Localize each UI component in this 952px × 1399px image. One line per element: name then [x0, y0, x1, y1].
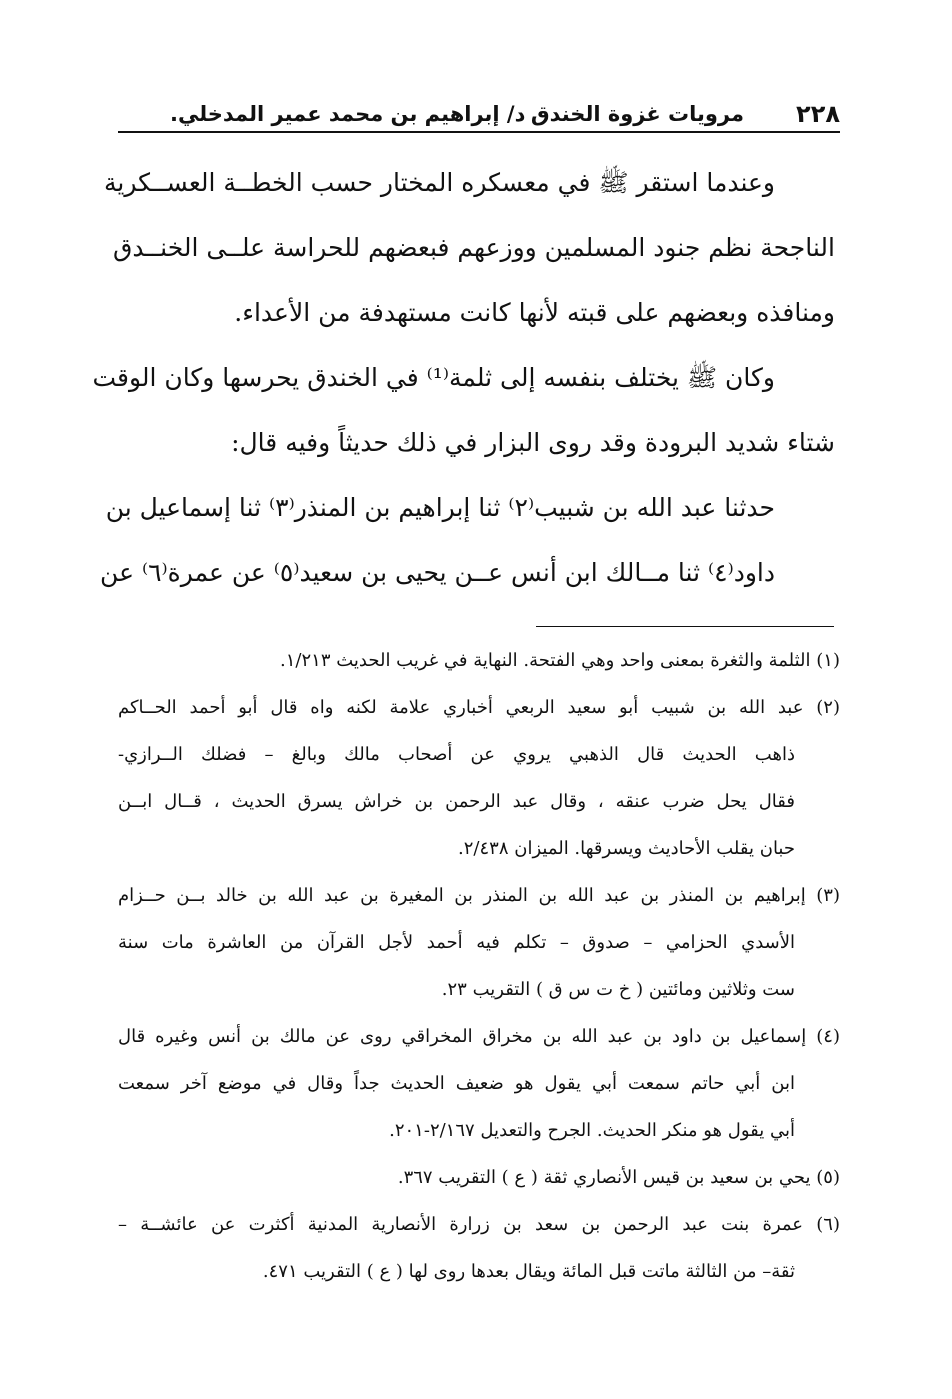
text-line: داود⁽٤⁾ ثنا مــالك ابن أنس عــن يحيى بن سعيد⁽٥⁾ عن عمرة⁽٦⁾ عن: [100, 558, 775, 587]
header-divider: [118, 131, 840, 133]
footnote-line: ست وثلاثين ومائتين ( خ ت س ق ) التقريب ٢٣.: [441, 979, 795, 1000]
footnote-line: فقال يحل ضرب عنقه ، وقال عبد الرحمن بن خراش يسرق الحديث ، قــال ابــن: [118, 791, 795, 812]
footnote-line: (٢) عبد الله بن شبيب أبو سعيد الربعي أخباري علامة لكنه واه قال أبو أحمد الحــاكم: [118, 697, 840, 718]
text-line: الناجحة نظم جنود المسلمين ووزعهم فبعضهم للحراسة علــى الخنــدق: [113, 233, 835, 262]
footnote-line: حبان يقلب الأحاديث ويسرقها. الميزان ٢/٤٣٨.: [458, 838, 795, 859]
page-number: ٢٢٨: [796, 100, 840, 128]
main-text: [92, 150, 835, 605]
footnote-line: ذاهب الحديث قال الذهبي يروي عن أصحاب مالك وبالغ – فضلك الــرازي-: [118, 744, 795, 765]
footnote-line: (٥) يحي بن سعيد بن قيس الأنصاري ثقة ( ع ) التقريب ٣٦٧.: [397, 1167, 840, 1188]
book-title: مرويات غزوة الخندق: [530, 102, 744, 126]
footnote-line: أبي يقول هو منكر الحديث. الجرح والتعديل ٢/١٦٧-٢٠١.: [389, 1120, 795, 1141]
running-header: [118, 96, 840, 132]
footnote-line: (٦) عمرة بنت عبد الرحمن بن سعد بن زرارة الأنصارية المدنية أكثرت عن عائشــة –: [118, 1214, 840, 1235]
footnote-line: (١) الثلمة والثغرة بمعنى واحد وهي الفتحة. النهاية في غريب الحديث ١/٢١٣.: [280, 650, 840, 671]
footnote-line: (٣) إبراهيم بن المنذر بن عبد الله بن المنذر بن المغيرة بن عبد الله بن خالد بــن حــزام: [118, 885, 840, 906]
author-name: د/ إبراهيم بن محمد عمير المدخلي.: [170, 102, 526, 126]
text-line: حدثنا عبد الله بن شبيب⁽٢⁾ ثنا إبراهيم بن المنذر⁽٣⁾ ثنا إسماعيل بن: [105, 493, 775, 522]
footnote-line: (٤) إسماعيل بن داود بن عبد الله بن مخراق المخراقي روى عن مالك بن أنس وغيره قال: [118, 1026, 840, 1047]
footnote-line: ثقة– من الثالثة ماتت قبل المائة ويقال بعدها روى لها ( ع ) التقريب ٤٧١.: [262, 1261, 795, 1282]
footnote-line: ابن أبي حاتم سمعت أبي يقول هو ضعيف الحديث جداً وقال في موضع آخر سمعت: [118, 1073, 795, 1094]
text-line: شتاء شديد البرودة وقد روى البزار في ذلك حديثاً وفيه قال:: [231, 428, 835, 457]
text-line: وعندما استقر ﷺ في معسكره المختار حسب الخطــة العســكرية: [103, 168, 775, 197]
text-line: ومنافذه وبعضهم على قبته لأنها كانت مستهدفة من الأعداء.: [234, 298, 835, 327]
footnote-divider: [536, 626, 834, 627]
footnotes: [118, 637, 840, 1295]
text-line: وكان ﷺ يختلف بنفسه إلى ثلمة⁽¹⁾ في الخندق يحرسها وكان الوقت: [92, 363, 775, 392]
footnote-line: الأسدي الحزامي – صدوق – تكلم فيه أحمد لأجل القرآن من العاشرة مات سنة: [118, 932, 795, 953]
